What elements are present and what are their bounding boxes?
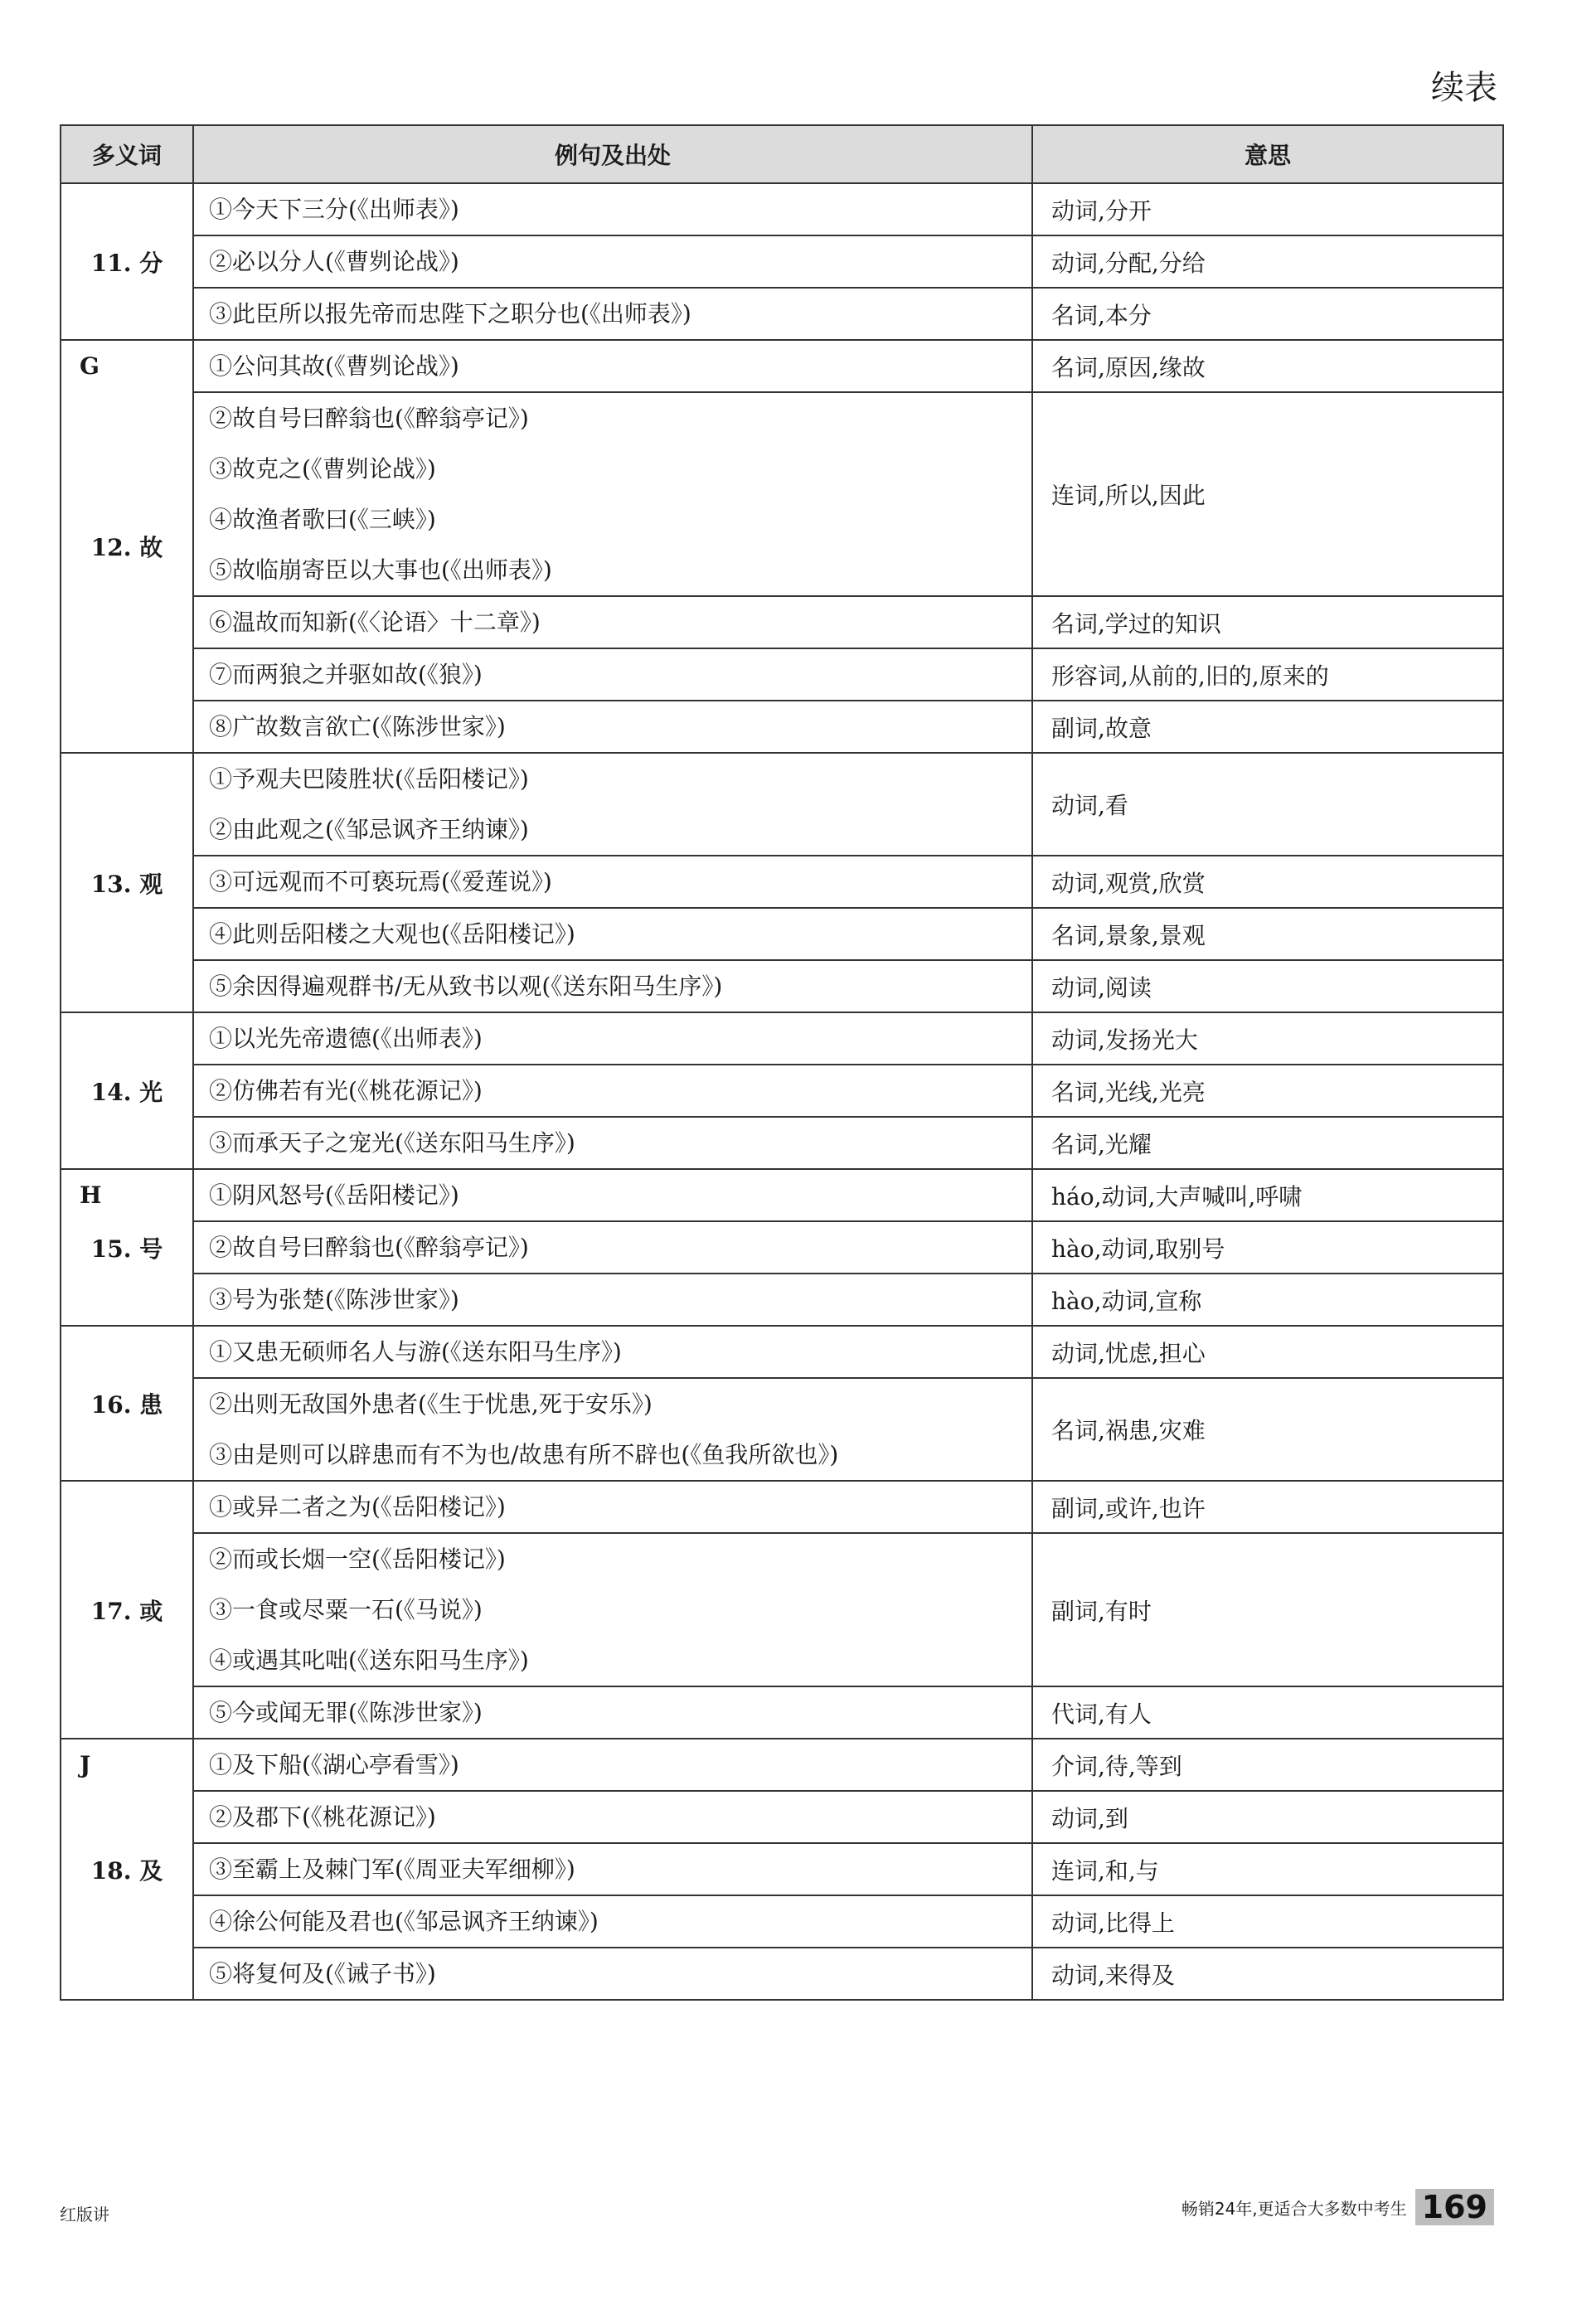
polysemous-word-cell bbox=[61, 1739, 193, 2000]
example-sentence: ②仿佛若有光(《桃花源记》) bbox=[209, 1077, 483, 1104]
example-sentence: ④徐公何能及君也(《邹忌讽齐王纳谏》) bbox=[209, 1908, 599, 1935]
meaning-cell: hào,动词,宣称 bbox=[1032, 1274, 1503, 1326]
example-cell bbox=[193, 1274, 1032, 1326]
example-cell bbox=[193, 856, 1032, 908]
header-row bbox=[61, 125, 1503, 183]
example-cell bbox=[193, 1739, 1032, 1791]
table-row bbox=[61, 1326, 1503, 1378]
table-row bbox=[61, 1065, 1503, 1117]
meaning-cell: háo,动词,大声喊叫,呼啸 bbox=[1032, 1169, 1503, 1221]
table-row bbox=[61, 1791, 1503, 1843]
meaning-cell: 动词,分开 bbox=[1032, 183, 1503, 235]
table-row bbox=[61, 1012, 1503, 1065]
meaning-cell: 动词,到 bbox=[1032, 1791, 1503, 1843]
polysemous-word-cell bbox=[61, 1012, 193, 1169]
table-row bbox=[61, 183, 1503, 235]
example-sentence: ③由是则可以辟患而有不为也/故患有所不辟也(《鱼我所欲也》) bbox=[209, 1441, 839, 1468]
polysemous-word: 14. 光 bbox=[90, 1078, 163, 1106]
table-row bbox=[61, 1221, 1503, 1274]
meaning-cell: 连词,和,与 bbox=[1032, 1843, 1503, 1895]
table-row bbox=[61, 1481, 1503, 1533]
meaning-cell: 名词,光线,光亮 bbox=[1032, 1065, 1503, 1117]
meaning-cell: 名词,原因,缘故 bbox=[1032, 340, 1503, 392]
table-row bbox=[61, 960, 1503, 1012]
example-cell bbox=[193, 648, 1032, 701]
meaning-cell: 形容词,从前的,旧的,原来的 bbox=[1032, 648, 1503, 701]
continuation-label: 续表 bbox=[1431, 69, 1497, 107]
example-sentence: ③至霸上及棘门军(《周亚夫军细柳》) bbox=[209, 1856, 575, 1883]
example-cell bbox=[193, 235, 1032, 288]
meaning-cell: 名词,祸患,灾难 bbox=[1032, 1378, 1503, 1481]
polysemous-word-cell bbox=[61, 753, 193, 1012]
example-sentence: ②及郡下(《桃花源记》) bbox=[209, 1803, 436, 1831]
example-sentence: ②故自号曰醉翁也(《醉翁亭记》) bbox=[209, 1234, 529, 1261]
example-cell bbox=[193, 340, 1032, 392]
example-cell bbox=[193, 392, 1032, 596]
index-letter: J bbox=[80, 1751, 91, 1778]
table-row bbox=[61, 1686, 1503, 1739]
example-cell bbox=[193, 1378, 1032, 1481]
example-cell bbox=[193, 1843, 1032, 1895]
example-cell bbox=[193, 1326, 1032, 1378]
table-row bbox=[61, 392, 1503, 596]
example-sentence: ②由此观之(《邹忌讽齐王纳谏》) bbox=[209, 816, 529, 843]
table-row bbox=[61, 856, 1503, 908]
example-cell bbox=[193, 1948, 1032, 2000]
meaning-cell: 代词,有人 bbox=[1032, 1686, 1503, 1739]
meaning-cell: 介词,待,等到 bbox=[1032, 1739, 1503, 1791]
table-row bbox=[61, 340, 1503, 392]
polysemous-word: 18. 及 bbox=[90, 1856, 163, 1885]
table-row bbox=[61, 1739, 1503, 1791]
meaning-cell: 动词,阅读 bbox=[1032, 960, 1503, 1012]
example-sentence: ②必以分人(《曹刿论战》) bbox=[209, 248, 459, 275]
meaning-cell: 名词,景象,景观 bbox=[1032, 908, 1503, 960]
example-sentence: ①以光先帝遗德(《出师表》) bbox=[209, 1025, 483, 1052]
example-sentence: ①予观夫巴陵胜状(《岳阳楼记》) bbox=[209, 765, 529, 793]
meaning-cell: 连词,所以,因此 bbox=[1032, 392, 1503, 596]
polysemy-table bbox=[60, 124, 1504, 2001]
example-cell bbox=[193, 1169, 1032, 1221]
polysemous-word-cell bbox=[61, 1326, 193, 1481]
example-sentence: ①或异二者之为(《岳阳楼记》) bbox=[209, 1493, 506, 1521]
example-sentence: ①及下船(《湖心亭看雪》) bbox=[209, 1751, 459, 1778]
example-sentence: ①公问其故(《曹刿论战》) bbox=[209, 352, 459, 380]
footer-slogan: 畅销24年,更适合大多数中考生 bbox=[1181, 2198, 1407, 2219]
header-example: 例句及出处 bbox=[193, 125, 1032, 183]
meaning-cell: 名词,光耀 bbox=[1032, 1117, 1503, 1169]
index-letter: H bbox=[80, 1181, 102, 1209]
example-cell bbox=[193, 1895, 1032, 1948]
table-row bbox=[61, 1274, 1503, 1326]
example-cell bbox=[193, 288, 1032, 340]
example-sentence: ⑥温故而知新(《〈论语〉十二章》) bbox=[209, 609, 541, 636]
example-sentence: ③号为张楚(《陈涉世家》) bbox=[209, 1286, 459, 1313]
page-number: 169 bbox=[1415, 2189, 1494, 2225]
meaning-cell: hào,动词,取别号 bbox=[1032, 1221, 1503, 1274]
table-row bbox=[61, 1843, 1503, 1895]
example-cell bbox=[193, 960, 1032, 1012]
table-row bbox=[61, 1533, 1503, 1686]
example-sentence: ③此臣所以报先帝而忠陛下之职分也(《出师表》) bbox=[209, 300, 691, 327]
example-sentence: ④故渔者歌曰(《三峡》) bbox=[209, 506, 436, 533]
footer-brand: 红版讲 bbox=[60, 2205, 109, 2225]
example-cell bbox=[193, 1012, 1032, 1065]
table-row bbox=[61, 1169, 1503, 1221]
example-sentence: ⑤余因得遍观群书/无从致书以观(《送东阳马生序》) bbox=[209, 973, 723, 1000]
example-cell bbox=[193, 701, 1032, 753]
meaning-cell: 名词,本分 bbox=[1032, 288, 1503, 340]
table-row bbox=[61, 235, 1503, 288]
polysemous-word: 17. 或 bbox=[90, 1597, 163, 1625]
meaning-cell: 动词,观赏,欣赏 bbox=[1032, 856, 1503, 908]
example-sentence: ①又患无硕师名人与游(《送东阳马生序》) bbox=[209, 1338, 622, 1366]
example-sentence: ③一食或尽粟一石(《马说》) bbox=[209, 1596, 483, 1623]
example-sentence: ③而承天子之宠光(《送东阳马生序》) bbox=[209, 1129, 575, 1157]
table-row bbox=[61, 908, 1503, 960]
meaning-cell: 动词,看 bbox=[1032, 753, 1503, 856]
polysemous-word: 12. 故 bbox=[90, 534, 163, 561]
example-sentence: ④此则岳阳楼之大观也(《岳阳楼记》) bbox=[209, 920, 575, 948]
example-sentence: ②故自号曰醉翁也(《醉翁亭记》) bbox=[209, 405, 529, 432]
example-cell bbox=[193, 1533, 1032, 1686]
polysemous-word: 15. 号 bbox=[90, 1235, 163, 1263]
table-row bbox=[61, 1117, 1503, 1169]
table-row bbox=[61, 596, 1503, 648]
meaning-cell: 名词,学过的知识 bbox=[1032, 596, 1503, 648]
example-sentence: ③可远观而不可亵玩焉(《爱莲说》) bbox=[209, 868, 552, 895]
polysemous-word-cell bbox=[61, 1169, 193, 1326]
meaning-cell: 副词,有时 bbox=[1032, 1533, 1503, 1686]
example-cell bbox=[193, 183, 1032, 235]
table-row bbox=[61, 701, 1503, 753]
header-word: 多义词 bbox=[61, 125, 193, 183]
meaning-cell: 动词,来得及 bbox=[1032, 1948, 1503, 2000]
meaning-cell: 动词,分配,分给 bbox=[1032, 235, 1503, 288]
polysemous-word: 13. 观 bbox=[90, 870, 163, 898]
polysemous-word: 11. 分 bbox=[90, 249, 163, 277]
example-sentence: ②出则无敌国外患者(《生于忧患,死于安乐》) bbox=[209, 1390, 653, 1418]
table-row bbox=[61, 1378, 1503, 1481]
table-row bbox=[61, 648, 1503, 701]
example-cell bbox=[193, 753, 1032, 856]
example-sentence: ①今天下三分(《出师表》) bbox=[209, 196, 459, 223]
meaning-cell: 动词,发扬光大 bbox=[1032, 1012, 1503, 1065]
example-cell bbox=[193, 1117, 1032, 1169]
polysemous-word-cell bbox=[61, 1481, 193, 1739]
example-cell bbox=[193, 596, 1032, 648]
meaning-cell: 动词,忧虑,担心 bbox=[1032, 1326, 1503, 1378]
example-sentence: ⑧广故数言欲亡(《陈涉世家》) bbox=[209, 713, 506, 740]
table-row bbox=[61, 753, 1503, 856]
example-sentence: ①阴风怒号(《岳阳楼记》) bbox=[209, 1181, 459, 1209]
example-cell bbox=[193, 1481, 1032, 1533]
table-body bbox=[61, 183, 1503, 2000]
table-row bbox=[61, 288, 1503, 340]
example-sentence: ⑤将复何及(《诫子书》) bbox=[209, 1960, 436, 1987]
polysemous-word-cell bbox=[61, 340, 193, 753]
header-meaning: 意思 bbox=[1032, 125, 1503, 183]
example-sentence: ⑦而两狼之并驱如故(《狼》) bbox=[209, 661, 483, 688]
example-cell bbox=[193, 1791, 1032, 1843]
footer-right bbox=[1182, 2189, 1494, 2225]
example-sentence: ②而或长烟一空(《岳阳楼记》) bbox=[209, 1545, 506, 1573]
example-cell bbox=[193, 1686, 1032, 1739]
meaning-cell: 副词,或许,也许 bbox=[1032, 1481, 1503, 1533]
example-sentence: ④或遇其叱咄(《送东阳马生序》) bbox=[209, 1647, 529, 1674]
example-cell bbox=[193, 1221, 1032, 1274]
table-row bbox=[61, 1948, 1503, 2000]
meaning-cell: 动词,比得上 bbox=[1032, 1895, 1503, 1948]
example-sentence: ⑤故临崩寄臣以大事也(《出师表》) bbox=[209, 556, 552, 584]
polysemous-word-cell bbox=[61, 183, 193, 340]
meaning-cell: 副词,故意 bbox=[1032, 701, 1503, 753]
example-cell bbox=[193, 908, 1032, 960]
polysemous-word: 16. 患 bbox=[90, 1390, 163, 1419]
example-sentence: ③故克之(《曹刿论战》) bbox=[209, 455, 436, 483]
index-letter: G bbox=[80, 352, 99, 380]
example-sentence: ⑤今或闻无罪(《陈涉世家》) bbox=[209, 1699, 483, 1726]
table-row bbox=[61, 1895, 1503, 1948]
example-cell bbox=[193, 1065, 1032, 1117]
